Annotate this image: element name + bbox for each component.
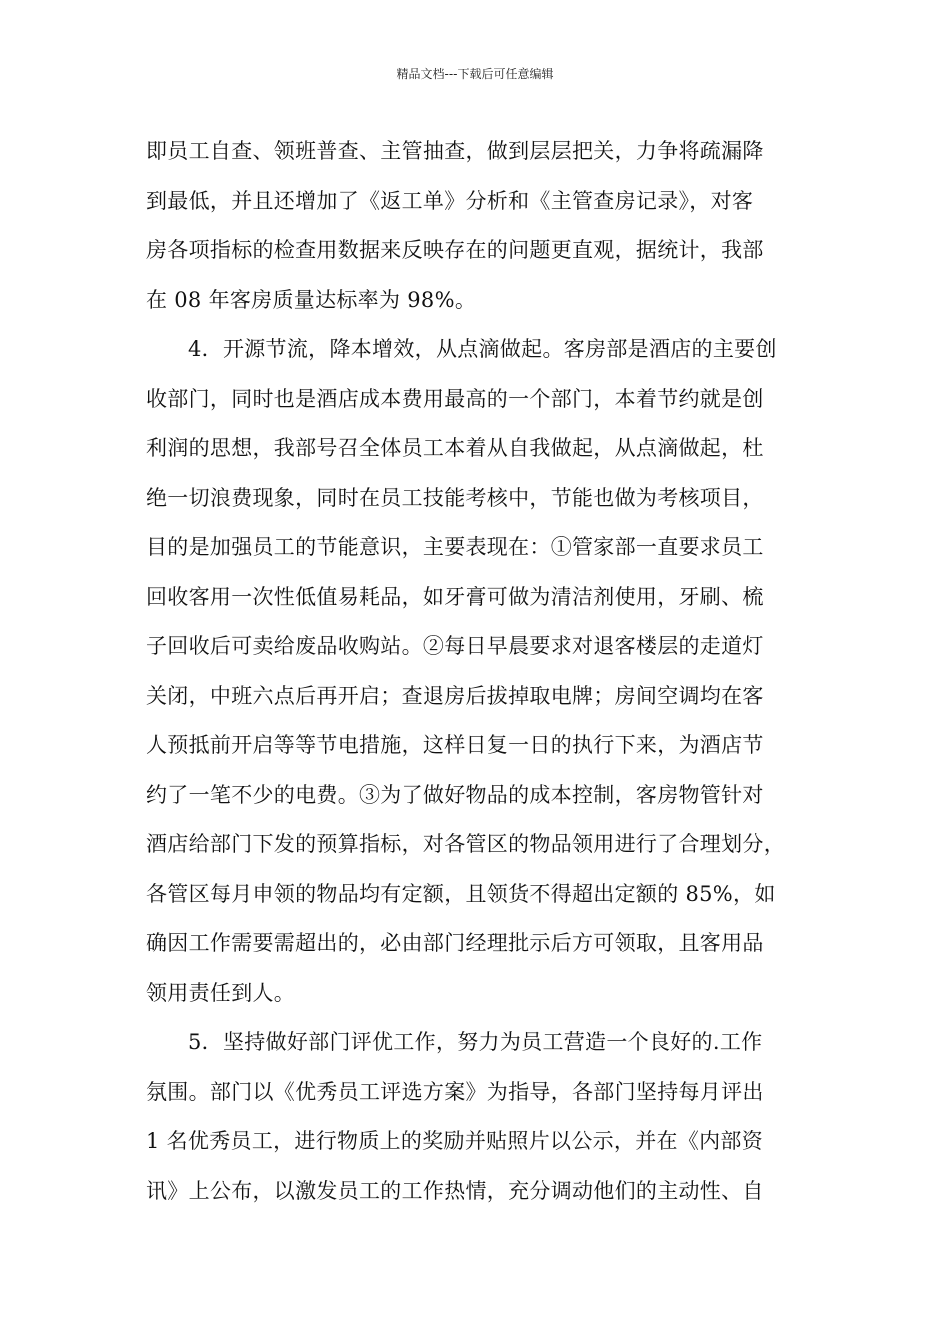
text-line: 酒店给部门下发的预算指标，对各管区的物品领用进行了合理划分， (146, 832, 785, 856)
text-line: 绝一切浪费现象，同时在员工技能考核中，节能也做为考核项目， (146, 485, 764, 510)
text-line: 领用责任到人。 (146, 980, 296, 1005)
text-line: 房各项指标的检查用数据来反映存在的问题更直观，据统计，我部 (146, 238, 764, 262)
text-line: 到最低，并且还增加了《返工单》分析和《主管查房记录》，对客 (146, 188, 754, 213)
text-line: 约了一笔不少的电费。③为了做好物品的成本控制，客房物管针对 (146, 782, 764, 807)
text-line: 收部门，同时也是酒店成本费用最高的一个部门，本着节约就是创 (146, 386, 764, 411)
text-line: 子回收后可卖给废品收购站。②每日早晨要求对退客楼层的走道灯 (146, 634, 764, 658)
text-line: 人预抵前开启等等节电措施，这样日复一日的执行下来，为酒店节 (146, 733, 764, 757)
page-header: 精品文档---下载后可任意编辑 (396, 67, 554, 81)
text-line: 利润的思想，我部号召全体员工本着从自我做起，从点滴做起，杜 (146, 436, 764, 460)
text-line: 目的是加强员工的节能意识，主要表现在：①管家部一直要求员工 (146, 535, 764, 559)
text-line: 各管区每月申领的物品均有定额，且领货不得超出定额的 85%，如 (146, 881, 776, 906)
text-line: 回收客用一次性低值易耗品，如牙膏可做为清洁剂使用，牙刷、梳 (146, 584, 764, 609)
paragraph-start-line: 4．开源节流，降本增效，从点滴做起。客房部是酒店的主要创 (188, 337, 777, 361)
document-body (146, 127, 818, 1216)
text-line: 氛围。部门以《优秀员工评选方案》为指导，各部门坚持每月评出 (146, 1079, 764, 1104)
text-line: 关闭，中班六点后再开启；查退房后拔掉取电牌；房间空调均在客 (146, 683, 764, 708)
text-line: 确因工作需要需超出的，必由部门经理批示后方可领取，且客用品 (146, 931, 764, 955)
text-line: 即员工自查、领班普查、主管抽查，做到层层把关，力争将疏漏降 (146, 139, 764, 163)
text-line: 在 08 年客房质量达标率为 98%。 (146, 287, 477, 312)
paragraph-start-line: 5．坚持做好部门评优工作，努力为员工营造一个良好的.工作 (188, 1030, 763, 1054)
text-line: 讯》上公布，以激发员工的工作热情，充分调动他们的主动性、自 (146, 1178, 764, 1203)
text-line: 1 名优秀员工，进行物质上的奖励并贴照片以公示，并在《内部资 (146, 1129, 764, 1153)
